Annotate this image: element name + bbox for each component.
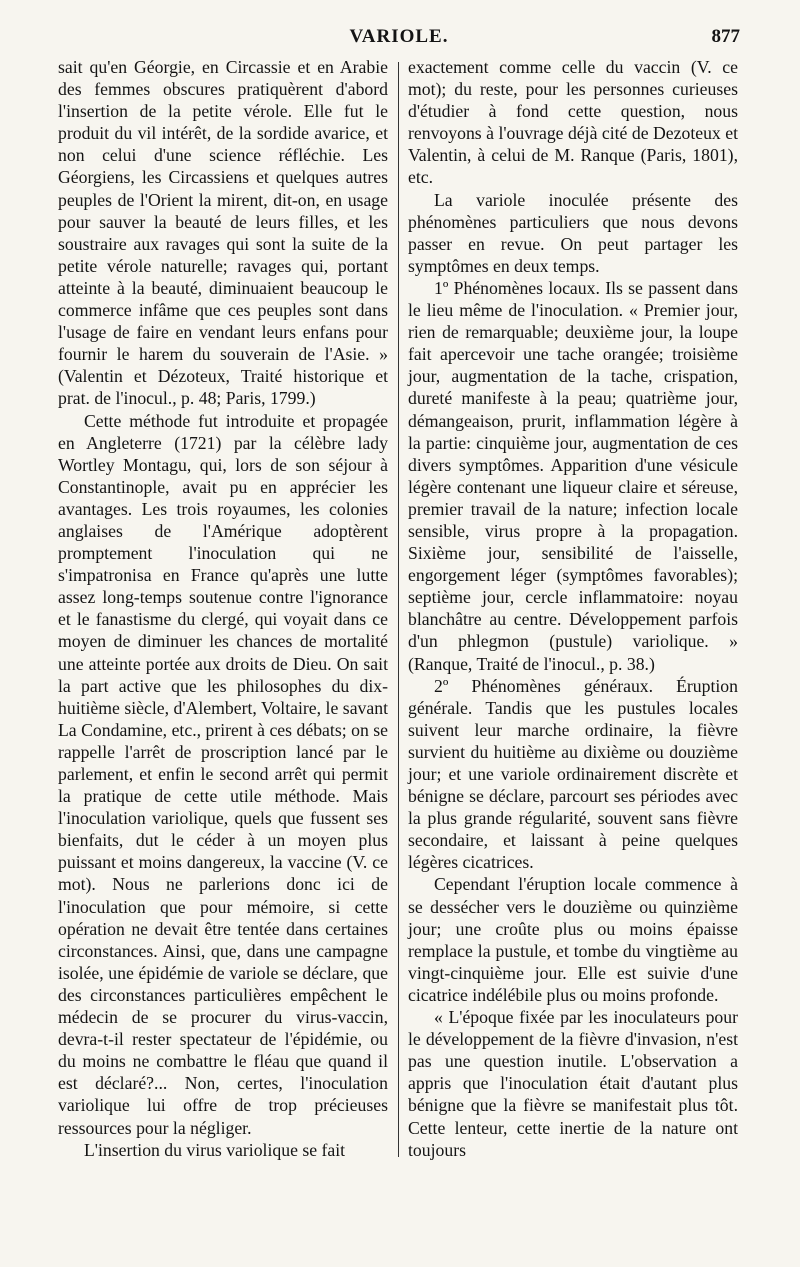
paragraph: L'insertion du virus variolique se fait [84,1139,346,1160]
paragraph: « L'époque fixée par les inoculateurs pour le développement de la fièvre d'invasion, n'est pas une question inutile. L'observation a appris que l'inoculation était d'autant plus bénigne que la fièvre se manifestait plus tôt. Cette lenteur, cette inertie de la nature ont toujours [408,1007,738,1160]
right-column [408,56,738,1161]
paragraph: 2º Phénomènes généraux. Éruption générale. Tandis que les pustules locales suivent leur marche ordinaire, la fièvre survient du huitième au dixième ou douzième jour; et une variole ordinairement discrète et bénigne se déclare, parcourt ses périodes avec la plus grande régularité, souvent sans fièvre secondaire, et laissant à peine quelques légères cicatrices. [408,675,738,873]
page-number: 877 [711,26,740,47]
paragraph: La variole inoculée présente des phénomènes particuliers que nous devons passer en revue. On peut partager les symptômes en deux temps. [408,189,738,276]
paragraph: Cependant l'éruption locale commence à se dessécher vers le douzième ou quinzième jour; une croûte plus ou moins épaisse remplace la pustule, et tombe du vingtième au vingt-cinquième jour. Elle est suivie d'une cicatrice indélébile plus ou moins profonde. [408,874,738,1005]
paragraph: exactement comme celle du vaccin (V. ce mot); du reste, pour les personnes curieuses d'étudier à fond cette question, nous renvoyons à l'ouvrage déjà cité de Dezoteux et Valentin, à celui de M. Ranque (Paris, 1801), etc. [408,57,738,188]
column-divider [398,62,399,1157]
paragraph: 1º Phénomènes locaux. Ils se passent dans le lieu même de l'inoculation. « Premier jour, rien de remarquable; deuxième jour, la loupe fait apercevoir une tache orangée; troisième jour, augmentation de la tache, crispation, dureté manifeste à la peau; quatrième jour, démangeaison, prurit, inflammation légère à la partie: cinquième jour, augmentation de ces divers symptômes. Apparition d'une vésicule légère contenant une liqueur claire et séreuse, premier travail de la nature; infection locale sensible, virus propre à la propagation. Sixième jour, sensibilité de l'aisselle, engorgement léger (symptômes favorables); septième jour, cercle inflammatoire: noyau blanchâtre au centre. Développement parfois d'un phlegmon (pustule) variolique. » (Ranque, Traité de l'inocul., p. 38.) [408,277,738,674]
paragraph: Cette méthode fut introduite et propagée en Angleterre (1721) par la célèbre lady Wortley Montagu, qui, lors de son séjour à Constantinople, avait pu en apprécier les avantages. Les trois royaumes, les colonies anglaises de l'Amérique adoptèrent promptement l'inoculation qui ne s'impatronisa en France qu'après une lutte assez long-temps soutenue contre l'ignorance et le fanastisme du clergé, qui voyait dans ce moyen de diminuer les chances de mortalité une atteinte portée aux droits de Dieu. On sait la part active que les philosophes du dix-huitième siècle, d'Alembert, Voltaire, le savant La Condamine, etc., prirent à ces débats; on se rappelle l'arrêt de proscription lancé par le parlement, et enfin le second arrêt qui permit la pratique de cette utile méthode. Mais l'inoculation variolique, quels que fussent ses bienfaits, dut le céder à un moyen plus puissant et moins dangereux, la vaccine (V. ce mot). Nous ne parlerions donc ici de l'inoculation que pour mémoire, si cette opération ne devait être tentée dans certaines circonstances. Ainsi, que, dans une campagne isolée, une épidémie de variole se déclare, que des circonstances particulières empêchent le médecin de se procurer du virus-vaccin, devra-t-il rester spectateur de l'épidémie, ou du moins ne combattre le fléau que quand il est déclaré?... Non, certes, l'inoculation variolique lui offre de trop précieuses ressources pour la négliger. [58,410,388,1138]
paragraph: sait qu'en Géorgie, en Circassie et en Arabie des femmes obscures pratiquèrent d'abord l'insertion de la petite vérole. Elle fut le produit du vil intérêt, de la sordide avarice, et non celui d'une science réfléchie. Les Géorgiens, les Circassiens et quelques autres peuples de l'Orient la mirent, dit-on, en usage pour sauver la beauté de leurs filles, et les soustraire aux ravages qui sont la suite de la petite vérole naturelle; ravages qui, portant atteinte à la beauté, diminuaient beaucoup le commerce infâme que ces peuples sont dans l'usage de faire en vendant leurs enfans pour fournir le harem du souverain de l'Asie. » (Valentin et Dézoteux, Traité historique et prat. de l'inocul., p. 48; Paris, 1799.) [58,57,388,409]
left-column [58,56,388,1161]
running-header [58,26,740,56]
running-title: VARIOLE. [349,26,449,47]
